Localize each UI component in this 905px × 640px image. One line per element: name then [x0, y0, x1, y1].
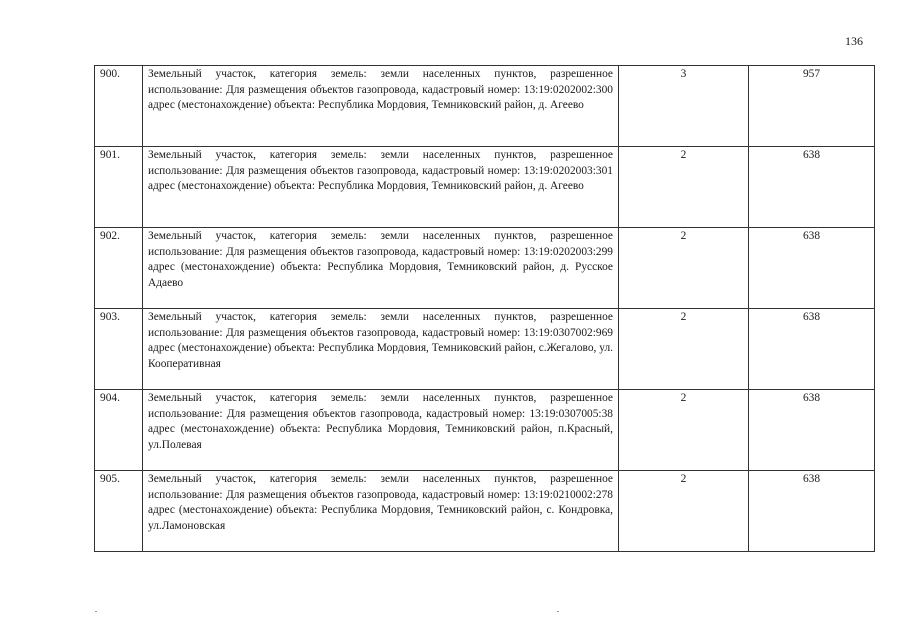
description-cell: Земельный участок, категория земель: земли населенных пунктов, разрешенное использование: Для размещения объектов газопровода, кадастровый номер: 13:19:0307002:969 адрес (местонахождение) объекта: Республика Мордовия, Темниковский район, с.Жегалово, ул. Кооперативная	[143, 309, 619, 390]
table-row	[95, 147, 875, 228]
table-row	[95, 471, 875, 552]
value-cell: 638	[749, 471, 875, 552]
row-number-cell: 904.	[95, 390, 143, 471]
value-cell: 638	[749, 228, 875, 309]
value-cell: 638	[749, 147, 875, 228]
value-cell: 638	[749, 309, 875, 390]
row-number-cell: 902.	[95, 228, 143, 309]
quantity-cell: 3	[619, 66, 749, 147]
quantity-cell: 2	[619, 228, 749, 309]
value-cell: 638	[749, 390, 875, 471]
quantity-cell: 2	[619, 147, 749, 228]
table-row	[95, 309, 875, 390]
row-number-cell: 901.	[95, 147, 143, 228]
description-cell: Земельный участок, категория земель: земли населенных пунктов, разрешенное использование: Для размещения объектов газопровода, кадастровый номер: 13:19:0202003:299 адрес (местонахождение) объекта: Республика Мордовия, Темниковский район, д. Русское Адаево	[143, 228, 619, 309]
scan-speck	[95, 611, 97, 612]
description-cell: Земельный участок, категория земель: земли населенных пунктов, разрешенное использование: Для размещения объектов газопровода, кадастровый номер: 13:19:0307005:38 адрес (местонахождение) объекта: Республика Мордовия, Темниковский район, п.Красный, ул.Полевая	[143, 390, 619, 471]
row-number-cell: 905.	[95, 471, 143, 552]
scan-speck	[557, 611, 559, 612]
quantity-cell: 2	[619, 390, 749, 471]
row-number-cell: 903.	[95, 309, 143, 390]
value-cell: 957	[749, 66, 875, 147]
table-row	[95, 228, 875, 309]
description-cell: Земельный участок, категория земель: земли населенных пунктов, разрешенное использование: Для размещения объектов газопровода, кадастровый номер: 13:19:0202002:300 адрес (местонахождение) объекта: Республика Мордовия, Темниковский район, д. Агеево	[143, 66, 619, 147]
land-plot-table	[94, 65, 875, 552]
row-number-cell: 900.	[95, 66, 143, 147]
table-row	[95, 390, 875, 471]
quantity-cell: 2	[619, 471, 749, 552]
page-number: 136	[845, 34, 863, 48]
quantity-cell: 2	[619, 309, 749, 390]
description-cell: Земельный участок, категория земель: земли населенных пунктов, разрешенное использование: Для размещения объектов газопровода, кадастровый номер: 13:19:0210002:278 адрес (местонахождение) объекта: Республика Мордовия, Темниковский район, с. Кондровка, ул.Ламоновская	[143, 471, 619, 552]
table-row	[95, 66, 875, 147]
description-cell: Земельный участок, категория земель: земли населенных пунктов, разрешенное использование: Для размещения объектов газопровода, кадастровый номер: 13:19:0202003:301 адрес (местонахождение) объекта: Республика Мордовия, Темниковский район, д. Агеево	[143, 147, 619, 228]
